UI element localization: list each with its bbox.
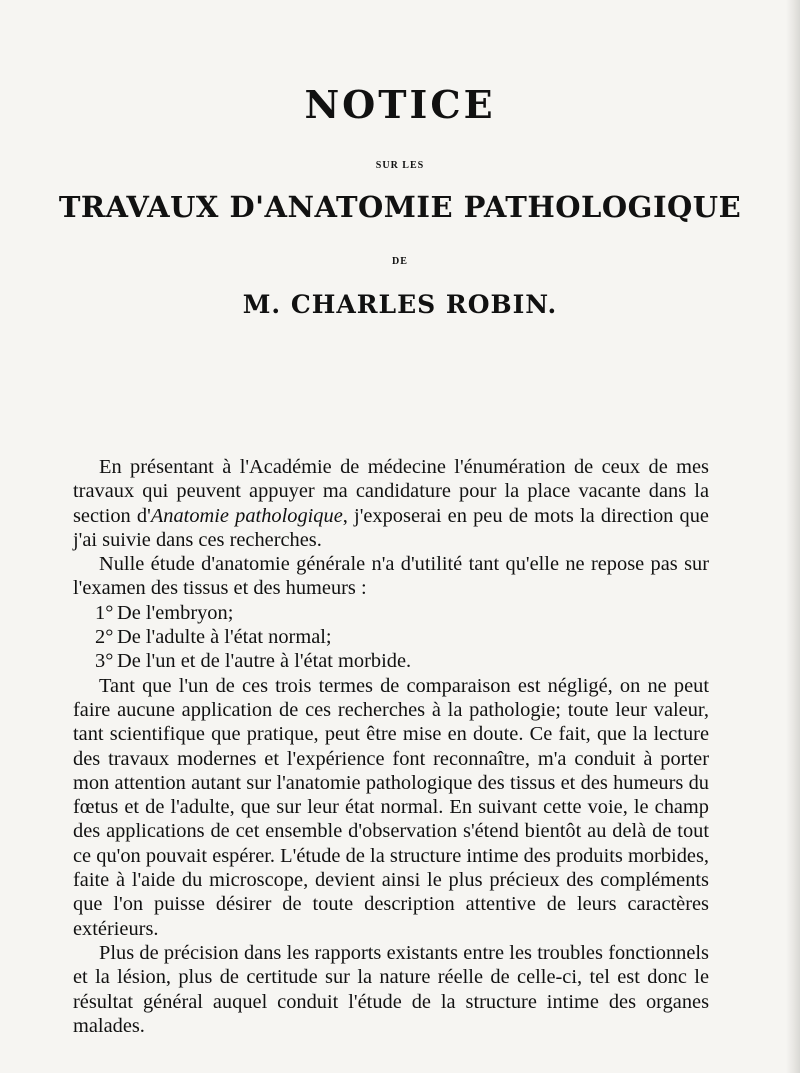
notice-title: NOTICE: [304, 82, 496, 127]
list-item-text: De l'un et de l'autre à l'état morbide.: [117, 650, 412, 673]
subject-heading: TRAVAUX D'ANATOMIE PATHOLOGIQUE: [58, 190, 742, 224]
paragraph-1: [73, 455, 709, 552]
paragraph-3: Tant que l'un de ces trois termes de comparaison est négligé, on ne peut faire aucune application de ces recherches à la pathologie; toute leur valeur, tant scientifique que pratique, peut être mise en doute. Ce fait, que la lecture des travaux modernes et l'expérience font reconnaître, m'a conduit à porter mon attention autant sur l'anatomie pathologique des tissus et des humeurs du fœtus et de l'adulte, que sur leur état normal. En suivant cette voie, le champ des applications de cet ensemble d'observation s'étend bientôt au delà de tout ce qu'on pouvait espérer. L'étude de la structure intime des produits morbides, faite à l'aide du microscope, devient ainsi le plus précieux des compléments que l'on puisse désirer de toute description attentive de leurs caractères extérieurs.: [73, 674, 709, 940]
list-item-text: De l'embryon;: [117, 601, 234, 624]
list-item: [95, 601, 709, 625]
list-item: [95, 649, 709, 673]
de-label: DE: [392, 256, 408, 267]
paragraph-2: Nulle étude d'anatomie générale n'a d'utilité tant qu'elle ne repose pas sur l'examen des tissus et des humeurs :: [73, 553, 709, 600]
list-item-number: 1°: [95, 601, 114, 624]
sur-les-label: SUR LES: [375, 160, 425, 171]
body-text: [73, 455, 709, 1038]
list-item-number: 2°: [95, 626, 114, 649]
paragraph-4: Plus de précision dans les rapports existants entre les troubles fonctionnels et la lésion, plus de certitude sur la nature réelle de celle-ci, tel est donc le résultat général auquel conduit l'étude de la structure intime des organes malades.: [73, 941, 709, 1037]
list-item-text: De l'adulte à l'état normal;: [117, 626, 332, 649]
enumeration-list: [73, 601, 709, 674]
author-name: M. CHARLES ROBIN.: [242, 290, 558, 319]
list-item-number: 3°: [95, 650, 114, 673]
paragraph-1-end: , j'exposerai en peu de mots la direction que j'ai suivie dans ces recherches.: [73, 504, 709, 551]
paragraph-1-italic: Anatomie pathologique: [150, 504, 343, 527]
list-item: [95, 625, 709, 649]
paragraph-1-start: En présentant à l'Académie de médecine l'énumération de ceux de mes travaux qui peuvent appuyer ma candidature pour la place vacante dans la section d': [73, 456, 709, 527]
